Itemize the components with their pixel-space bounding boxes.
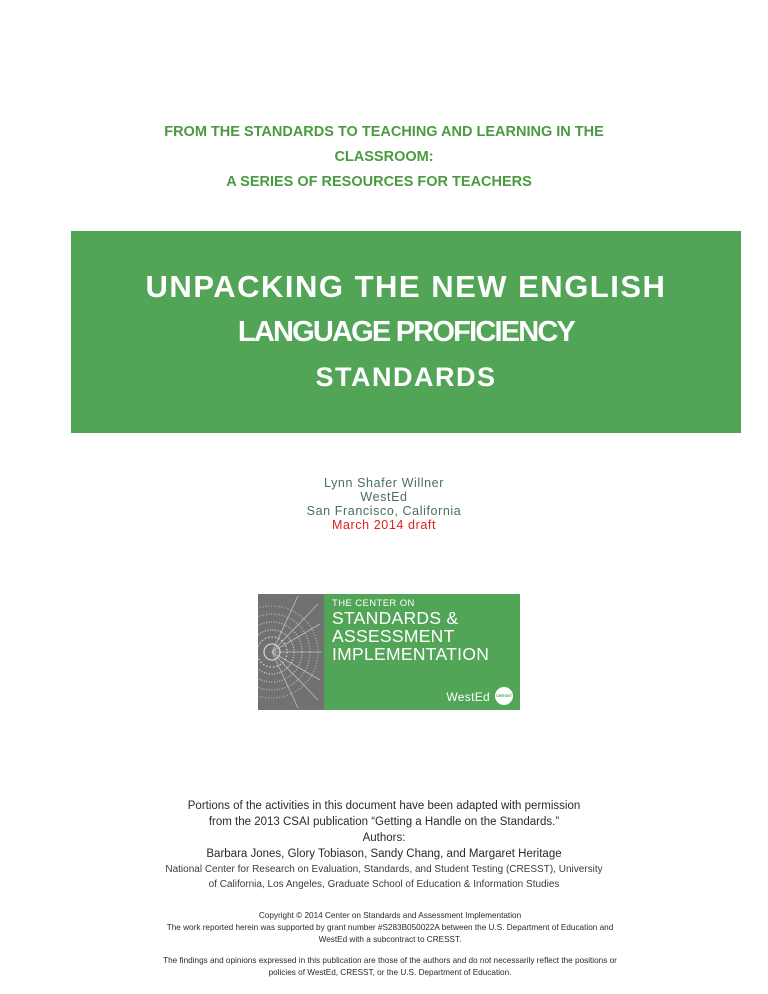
authors-label: Authors: [362,832,406,844]
title-line2: LANGUAGE PROFICIENCY [237,316,575,348]
series-header-line1: FROM THE STANDARDS TO TEACHING AND LEARNING IN THE [164,124,604,140]
author-location: San Francisco, California [306,504,462,518]
title-line3: STANDARDS [315,362,497,392]
logo-text-panel [324,594,520,710]
title-line1: UNPACKING THE NEW ENGLISH [145,269,667,304]
adaptation-note [0,798,768,892]
grant-line2: WestEd with a subcontract to CRESST. [318,935,462,944]
authors-list: Barbara Jones, Glory Tobiason, Sandy Chang, and Margaret Heritage [206,848,562,860]
draft-date: March 2014 draft [331,518,437,532]
disclaimer-line1: The findings and opinions expressed in this publication are those of the authors and do not necessarily reflect the positions or [163,956,617,965]
sunburst-emblem-icon [258,594,324,710]
author-org: WestEd [360,490,408,504]
affiliation-line1: National Center for Research on Evaluation, Standards, and Student Testing (CRESST), University [165,864,603,875]
legal-notice [110,910,670,979]
adaptation-line1: Portions of the activities in this document have been adapted with permission [187,800,581,812]
logo-line3: ASSESSMENT [332,626,455,646]
disclaimer-line2: policies of WestEd, CRESST, or the U.S. Department of Education. [268,968,512,977]
logo-line2: STANDARDS & [332,608,459,628]
grant-line1: The work reported herein was supported by grant number #S283B050022A between the U.S. Department of Education and [166,923,614,932]
copyright: Copyright © 2014 Center on Standards and Assessment Implementation [258,911,522,920]
series-header-line2: CLASSROOM: [334,149,434,165]
series-header [120,120,648,195]
cresst-badge-icon: CRESST [495,687,513,705]
logo-line4: IMPLEMENTATION [332,644,490,664]
affiliation-line2: of California, Los Angeles, Graduate School of Education & Information Studies [208,879,560,890]
author-name: Lynn Shafer Willner [323,476,444,490]
wested-wordmark: WestEd [446,690,490,704]
author-block [0,476,768,532]
logo-line1: THE CENTER ON [332,598,415,609]
csai-logo [258,594,520,710]
adaptation-line2: from the 2013 CSAI publication “Getting a Handle on the Standards.” [208,816,560,828]
title-banner [71,231,741,433]
series-header-line3: A SERIES OF RESOURCES FOR TEACHERS [226,174,532,190]
